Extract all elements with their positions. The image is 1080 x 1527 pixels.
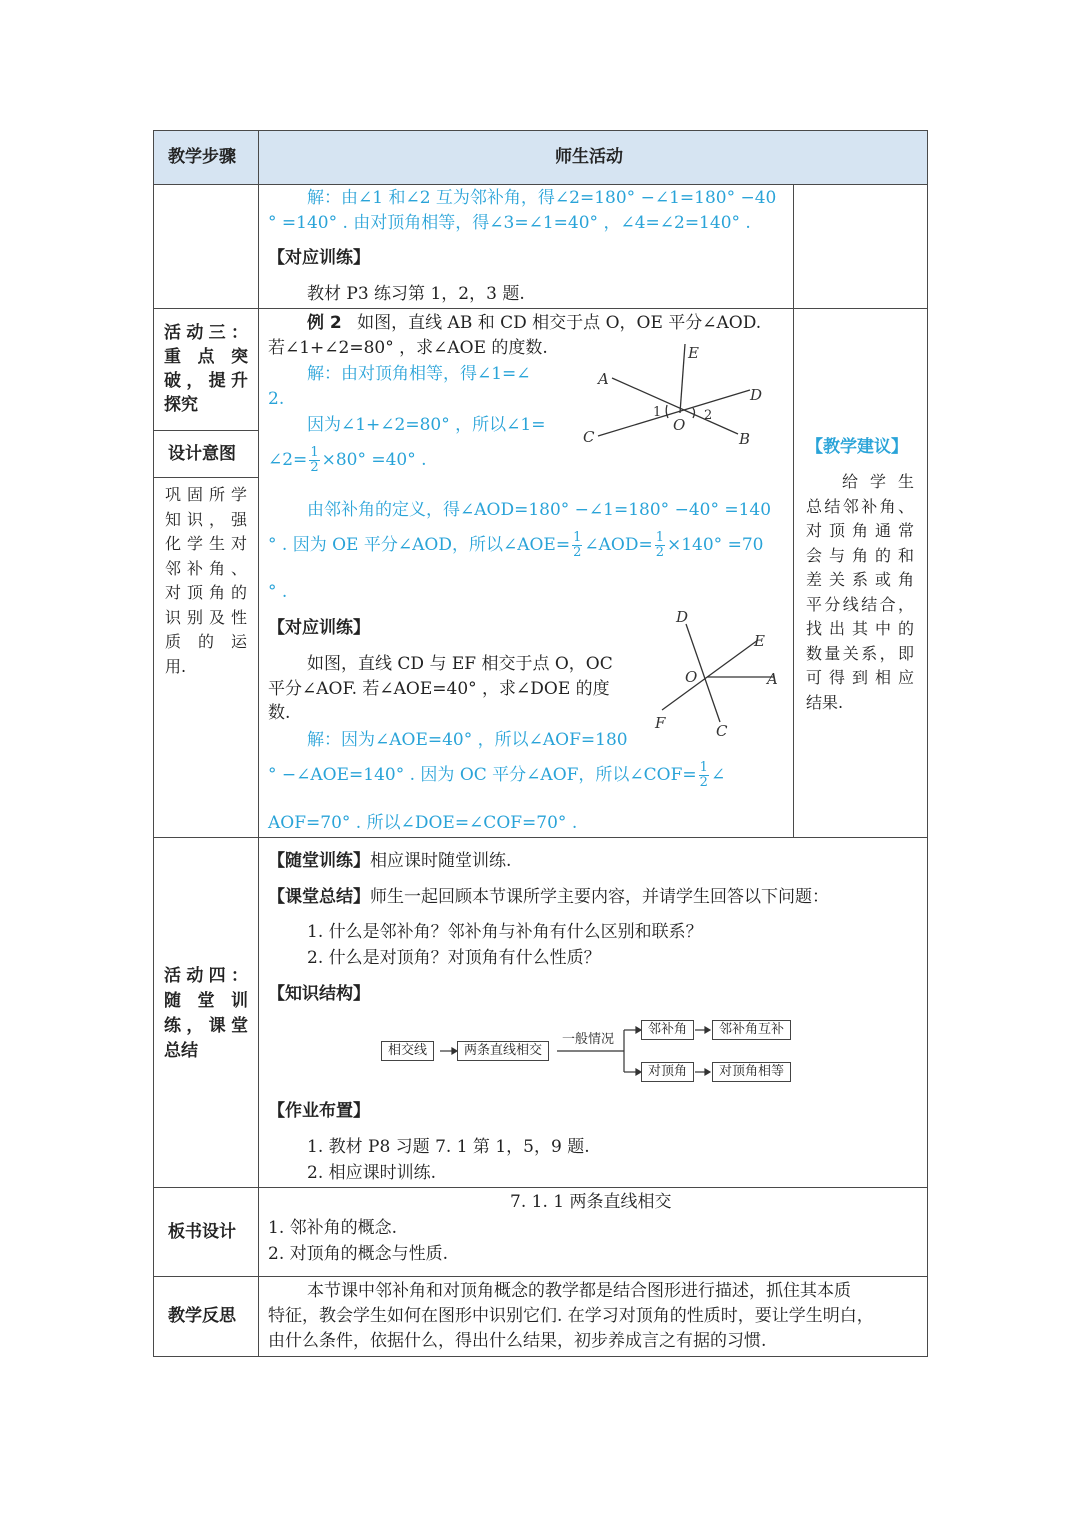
- board-design-line: 1. 邻补角的概念.: [268, 1218, 398, 1238]
- solution-line: 由邻补角的定义，得∠AOD=180° −∠1=180° −40° =140: [307, 500, 772, 520]
- step-title-line: 随 堂 训: [164, 991, 248, 1011]
- reflection-line: 由什么条件，依据什么，得出什么结果，初步养成言之有据的习惯.: [268, 1331, 767, 1351]
- text-line: 找 出 其 中 的: [806, 619, 914, 638]
- board-design-line: 2. 对顶角的概念与性质.: [268, 1244, 449, 1264]
- solution-line: [268, 531, 763, 560]
- solution-line: 因为∠1+∠2=80° ，所以∠1=: [307, 415, 546, 435]
- table-header: [154, 131, 927, 184]
- label-B: B: [739, 430, 751, 448]
- label-F: F: [655, 714, 666, 732]
- homework-item: 1. 教材 P8 习题 7. 1 第 1，5，9 题.: [307, 1137, 590, 1157]
- question-line: 数.: [268, 703, 291, 723]
- label-A: A: [598, 370, 609, 388]
- label-E: E: [754, 632, 765, 650]
- label-O: O: [673, 416, 686, 434]
- fraction: [699, 761, 709, 790]
- summary-text: 师生一起回顾本节课所学主要内容，并请学生回答以下问题：: [370, 887, 829, 907]
- practice-text: 相应课时随堂训练.: [370, 851, 512, 871]
- label-C: C: [583, 428, 595, 446]
- board-design-label: 板书设计: [168, 1222, 236, 1242]
- table-border: [258, 130, 259, 1357]
- reflection-label: 教学反思: [168, 1306, 236, 1326]
- answer-text: ° −∠AOE=140° . 因为 OC 平分∠AOF，所以∠COF=: [268, 765, 697, 785]
- text-line: 给 学 生: [842, 472, 914, 491]
- structure-node-intersecting-lines: 相交线: [381, 1041, 434, 1061]
- training-title: 【对应训练】: [268, 618, 370, 638]
- text-line: 结果.: [806, 692, 844, 712]
- header-steps: 教学步骤: [168, 147, 236, 167]
- structure-node-two-lines-intersect: 两条直线相交: [457, 1041, 549, 1061]
- header-activities: 师生活动: [555, 147, 623, 167]
- question-line: 平分∠AOF. 若∠AOE=40° ，求∠DOE 的度: [268, 679, 610, 699]
- fraction-den: 2: [573, 545, 582, 560]
- text-line: 总结邻补角、: [806, 496, 914, 516]
- structure-node-adjacent-complementary-rule: 邻补角互补: [712, 1020, 791, 1040]
- solution-text: ∠AOD=: [584, 535, 653, 555]
- answer-line: 解：因为∠AOE=40° ，所以∠AOF=180: [307, 730, 628, 750]
- solution-text: ×140° =70: [666, 535, 764, 555]
- example-line: 若∠1+∠2=80° ，求∠AOE 的度数.: [268, 338, 548, 358]
- table-border: [793, 184, 794, 837]
- question-line: 如图，直线 CD 与 EF 相交于点 O，OC: [307, 654, 613, 674]
- solution-line: 解：由∠1 和∠2 互为邻补角，得∠2=180° −∠1=180° −40: [307, 188, 777, 208]
- text-line: 会 与 角 的 和: [806, 545, 914, 565]
- fraction: [572, 531, 582, 560]
- fraction: [655, 531, 665, 560]
- label-D: D: [676, 608, 689, 626]
- table-border: [153, 477, 259, 478]
- example-label: 例 2: [307, 313, 342, 333]
- text-line: 对顶角的: [165, 583, 247, 602]
- design-intent-text: [165, 483, 247, 679]
- text-line: 对 顶 角 通 常: [806, 521, 914, 540]
- step-title-4: [164, 964, 248, 1064]
- board-design-title: 7. 1. 1 两条直线相交: [510, 1192, 672, 1212]
- suggestion-text: [806, 470, 914, 715]
- step-title-line: 重 点 突: [164, 347, 248, 367]
- text-line: 差 关 系 或 角: [806, 570, 914, 589]
- homework-title: 【作业布置】: [268, 1101, 370, 1121]
- table-border: [153, 837, 928, 838]
- figure-intersecting-lines-1: [578, 338, 778, 450]
- summary-question: 2. 什么是对顶角？对顶角有什么性质？: [307, 948, 601, 968]
- fraction-num: 1: [655, 530, 664, 545]
- practice-title: 【随堂训练】: [268, 851, 370, 871]
- table-border: [153, 1187, 928, 1188]
- text-line: 用.: [165, 656, 187, 676]
- table-border: [153, 130, 154, 1357]
- suggestion-title: 【教学建议】: [806, 437, 908, 457]
- label-D: D: [750, 386, 763, 404]
- step-title-line: 活动四：: [164, 966, 248, 986]
- table-border: [153, 130, 928, 131]
- label-O: O: [685, 668, 698, 686]
- training-title: 【对应训练】: [268, 248, 370, 268]
- text-line: 识别及性: [165, 607, 247, 627]
- text-line: 邻补角、: [165, 558, 247, 578]
- summary-line: [268, 885, 829, 909]
- solution-line: 解：由对顶角相等，得∠1=∠: [307, 364, 531, 384]
- table-border: [153, 1276, 928, 1277]
- text-line: 知识，强: [165, 509, 247, 529]
- text-line: 平分线结合，: [806, 594, 914, 614]
- table-border: [927, 130, 928, 1357]
- label-angle-1: 1: [653, 405, 662, 420]
- answer-line: [268, 761, 725, 790]
- step-title-line: 总结: [164, 1041, 198, 1061]
- label-A: A: [767, 670, 778, 688]
- step-title-line: 探究: [164, 395, 198, 415]
- step-title-line: 活动三：: [164, 323, 248, 343]
- fraction-den: 2: [699, 775, 708, 790]
- structure-title: 【知识结构】: [268, 984, 370, 1004]
- label-E: E: [688, 344, 699, 362]
- table-border: [153, 184, 928, 185]
- practice-line: [268, 849, 511, 873]
- text-line: 质 的 运: [165, 632, 247, 651]
- step-title-line: 练，课堂: [164, 1016, 248, 1036]
- structure-node-vertical-angles: 对顶角: [641, 1062, 694, 1082]
- structure-node-adjacent-supplementary: 邻补角: [641, 1020, 694, 1040]
- reflection-line: 特征，教会学生如何在图形中识别它们. 在学习对顶角的性质时，要让学生明白，: [268, 1306, 874, 1326]
- answer-text: ∠: [710, 765, 726, 785]
- summary-title: 【课堂总结】: [268, 887, 370, 907]
- figure-intersecting-lines-2: [650, 604, 790, 742]
- label-angle-2: 2: [704, 408, 713, 423]
- fraction-den: 2: [655, 545, 664, 560]
- solution-line: ° .: [268, 582, 288, 602]
- solution-text: ∠2=: [268, 450, 308, 470]
- structure-condition: 一般情况: [562, 1032, 615, 1047]
- table-border: [153, 430, 259, 431]
- example-text: 如图，直线 AB 和 CD 相交于点 O，OE 平分∠AOD.: [357, 313, 762, 333]
- solution-line: [268, 446, 427, 475]
- solution-line: 2.: [268, 389, 285, 409]
- step-title-3: [164, 321, 248, 417]
- text-line: 化学生对: [165, 534, 247, 553]
- answer-line: AOF=70° . 所以∠DOE=∠COF=70° .: [268, 813, 578, 833]
- example-line: [307, 311, 761, 335]
- text-line: 巩固所学: [165, 485, 247, 504]
- fraction-num: 1: [310, 445, 319, 460]
- summary-question: 1. 什么是邻补角？邻补角与补角有什么区别和联系？: [307, 922, 703, 942]
- table-border: [153, 1356, 928, 1357]
- table-border: [153, 308, 928, 309]
- text-line: 数量关系，即: [806, 643, 914, 663]
- design-intent-title: 设计意图: [168, 444, 236, 464]
- solution-line: ° =140° . 由对顶角相等，得∠3=∠1=40° ，∠4=∠2=140° .: [268, 213, 751, 233]
- reflection-line: 本节课中邻补角和对顶角概念的教学都是结合图形进行描述，抓住其本质: [307, 1281, 851, 1301]
- fraction-num: 1: [699, 760, 708, 775]
- fraction: [309, 446, 319, 475]
- fraction-num: 1: [573, 530, 582, 545]
- structure-node-vertical-angles-equal: 对顶角相等: [712, 1062, 791, 1082]
- solution-text: ° . 因为 OE 平分∠AOD，所以∠AOE=: [268, 535, 571, 555]
- step-title-line: 破，提升: [164, 371, 248, 391]
- homework-item: 2. 相应课时训练.: [307, 1163, 437, 1183]
- label-C: C: [716, 722, 728, 740]
- training-text: 教材 P3 练习第 1，2，3 题.: [307, 284, 525, 304]
- text-line: 可 得 到 相 应: [806, 668, 914, 687]
- solution-text: ×80° =40° .: [321, 450, 427, 470]
- fraction-den: 2: [310, 460, 319, 475]
